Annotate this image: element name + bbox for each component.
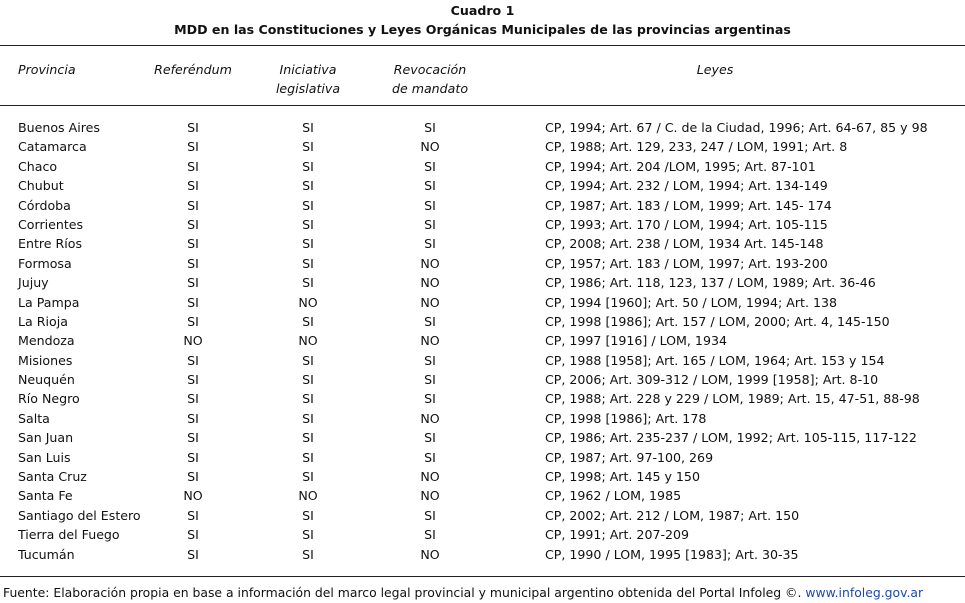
cell-iniciativa: SI: [302, 430, 314, 446]
cell-provincia: Santa Cruz: [18, 469, 87, 485]
cell-iniciativa: SI: [302, 236, 314, 252]
header-referendum: Referéndum: [154, 62, 232, 77]
table-row: [0, 176, 965, 195]
cell-iniciativa: SI: [302, 527, 314, 543]
cell-iniciativa: SI: [302, 255, 314, 271]
cell-iniciativa: SI: [302, 275, 314, 291]
cell-provincia: Entre Ríos: [18, 236, 83, 252]
cell-leyes: CP, 1957; Art. 183 / LOM, 1997; Art. 193-200: [545, 255, 828, 271]
cell-referendum: SI: [187, 120, 199, 135]
table-row: [0, 525, 965, 544]
cell-provincia: Santiago del Estero: [18, 507, 141, 523]
cell-referendum: SI: [187, 197, 199, 213]
cell-revocacion: SI: [424, 216, 436, 232]
cell-provincia: La Pampa: [18, 294, 80, 310]
cell-provincia: Córdoba: [18, 197, 71, 213]
top-rule: [0, 45, 965, 46]
cell-provincia: Tierra del Fuego: [18, 527, 120, 543]
cell-iniciativa: SI: [302, 313, 314, 329]
cell-provincia: La Rioja: [18, 313, 68, 329]
cell-iniciativa: SI: [302, 449, 314, 465]
cell-provincia: Chubut: [18, 178, 64, 194]
table-title: MDD en las Constituciones y Leyes Orgánicas Municipales de las provincias argentinas: [174, 22, 791, 37]
header-provincia: Provincia: [18, 62, 76, 77]
cell-leyes: CP, 1988; Art. 228 y 229 / LOM, 1989; Art. 15, 47-51, 88-98: [545, 391, 920, 407]
cell-iniciativa: SI: [302, 372, 314, 388]
cell-leyes: CP, 1986; Art. 118, 123, 137 / LOM, 1989; Art. 36-46: [545, 275, 876, 291]
table-body: [0, 118, 965, 564]
cell-leyes: CP, 1994; Art. 204 /LOM, 1995; Art. 87-101: [545, 158, 816, 174]
cell-iniciativa: SI: [302, 469, 314, 485]
cell-iniciativa: SI: [302, 197, 314, 213]
table-row: [0, 370, 965, 389]
cell-revocacion: SI: [424, 178, 436, 194]
cell-referendum: SI: [187, 391, 199, 407]
cell-referendum: SI: [187, 275, 199, 291]
cell-revocacion: SI: [424, 430, 436, 446]
table-row: [0, 118, 965, 137]
cell-leyes: CP, 2008; Art. 238 / LOM, 1934 Art. 145-148: [545, 236, 824, 252]
cell-provincia: Jujuy: [18, 275, 49, 291]
table-row: [0, 545, 965, 564]
cell-revocacion: SI: [424, 352, 436, 368]
cell-iniciativa: SI: [302, 120, 314, 135]
cell-leyes: CP, 1994 [1960]; Art. 50 / LOM, 1994; Art. 138: [545, 294, 838, 310]
cell-revocacion: SI: [424, 158, 436, 174]
cell-iniciativa: SI: [302, 410, 314, 426]
header-leyes: Leyes: [696, 62, 734, 77]
cell-revocacion: SI: [424, 236, 436, 252]
table-row: [0, 448, 965, 467]
table-row: [0, 254, 965, 273]
cell-iniciativa: SI: [302, 391, 314, 407]
cell-referendum: SI: [187, 158, 199, 174]
cell-referendum: SI: [187, 313, 199, 329]
cell-leyes: CP, 1998 [1986]; Art. 157 / LOM, 2000; Art. 4, 145-150: [545, 313, 890, 329]
cell-iniciativa: SI: [302, 352, 314, 368]
cell-revocacion: NO: [420, 139, 440, 155]
cell-provincia: Misiones: [18, 352, 73, 368]
cell-revocacion: SI: [424, 507, 436, 523]
cell-iniciativa: SI: [302, 507, 314, 523]
cell-leyes: CP, 1987; Art. 183 / LOM, 1999; Art. 145- 174: [545, 197, 832, 213]
cell-provincia: Corrientes: [18, 216, 84, 232]
cell-revocacion: NO: [420, 469, 440, 485]
cell-referendum: SI: [187, 430, 199, 446]
cell-revocacion: SI: [424, 313, 436, 329]
cell-leyes: CP, 2006; Art. 309-312 / LOM, 1999 [1958]; Art. 8-10: [545, 372, 879, 388]
table-row: [0, 293, 965, 312]
cell-referendum: NO: [183, 488, 203, 504]
cell-leyes: CP, 1986; Art. 235-237 / LOM, 1992; Art. 105-115, 117-122: [545, 430, 917, 446]
header-revocacion-line1: Revocación: [393, 62, 467, 77]
cell-referendum: SI: [187, 216, 199, 232]
table-row: [0, 409, 965, 428]
cell-iniciativa: SI: [302, 178, 314, 194]
cell-iniciativa: NO: [298, 294, 318, 310]
cell-leyes: CP, 1962 / LOM, 1985: [545, 488, 682, 504]
cell-referendum: SI: [187, 546, 199, 562]
header-iniciativa-line2: legislativa: [275, 81, 341, 96]
cell-referendum: SI: [187, 372, 199, 388]
bottom-rule: [0, 576, 965, 577]
cell-revocacion: SI: [424, 449, 436, 465]
header-iniciativa: [258, 60, 358, 98]
cell-referendum: SI: [187, 178, 199, 194]
cell-revocacion: SI: [424, 120, 436, 135]
cell-provincia: Chaco: [18, 158, 58, 174]
cell-iniciativa: NO: [298, 333, 318, 349]
header-rule: [0, 105, 965, 106]
cell-revocacion: NO: [420, 275, 440, 291]
table-row: [0, 351, 965, 370]
cell-referendum: SI: [187, 352, 199, 368]
cell-referendum: SI: [187, 527, 199, 543]
cell-provincia: Tucumán: [18, 546, 75, 562]
cell-referendum: SI: [187, 255, 199, 271]
cell-leyes: CP, 1993; Art. 170 / LOM, 1994; Art. 105-115: [545, 216, 828, 232]
cell-iniciativa: SI: [302, 139, 314, 155]
cell-provincia: Buenos Aires: [18, 120, 100, 135]
cell-referendum: SI: [187, 507, 199, 523]
table-row: [0, 389, 965, 408]
table-row: [0, 486, 965, 505]
cell-revocacion: NO: [420, 546, 440, 562]
cell-leyes: CP, 2002; Art. 212 / LOM, 1987; Art. 150: [545, 507, 800, 523]
cell-referendum: SI: [187, 469, 199, 485]
header-iniciativa-line1: Iniciativa: [279, 62, 337, 77]
table-caption-number: Cuadro 1: [450, 3, 515, 18]
table-row: [0, 215, 965, 234]
cell-provincia: Formosa: [18, 255, 72, 271]
cell-provincia: Santa Fe: [18, 488, 73, 504]
source-note: [3, 585, 923, 600]
cell-iniciativa: SI: [302, 158, 314, 174]
header-revocacion: [380, 60, 480, 98]
cell-leyes: CP, 1987; Art. 97-100, 269: [545, 449, 714, 465]
cell-provincia: Mendoza: [18, 333, 75, 349]
cell-provincia: Río Negro: [18, 391, 80, 407]
cell-revocacion: NO: [420, 410, 440, 426]
cell-iniciativa: NO: [298, 488, 318, 504]
table-row: [0, 428, 965, 447]
table-row: [0, 234, 965, 253]
cell-referendum: NO: [183, 333, 203, 349]
table-row: [0, 157, 965, 176]
table-row: [0, 196, 965, 215]
table-row: [0, 312, 965, 331]
cell-provincia: Neuquén: [18, 372, 75, 388]
table-row: [0, 331, 965, 350]
source-text: Fuente: Elaboración propia en base a información del marco legal provincial y municipal argentino obtenida del Portal Infoleg ©.: [3, 585, 806, 600]
cell-iniciativa: SI: [302, 216, 314, 232]
infoleg-link[interactable]: www.infoleg.gov.ar: [805, 585, 924, 600]
cell-leyes: CP, 1988 [1958]; Art. 165 / LOM, 1964; Art. 153 y 154: [545, 352, 885, 368]
cell-revocacion: NO: [420, 294, 440, 310]
cell-leyes: CP, 1994; Art. 67 / C. de la Ciudad, 1996; Art. 64-67, 85 y 98: [545, 120, 928, 135]
table-row: [0, 137, 965, 156]
cell-provincia: Salta: [18, 410, 50, 426]
cell-leyes: CP, 1991; Art. 207-209: [545, 527, 690, 543]
table-row: [0, 467, 965, 486]
cell-referendum: SI: [187, 294, 199, 310]
table-row: [0, 506, 965, 525]
cell-revocacion: NO: [420, 255, 440, 271]
cell-leyes: CP, 1998; Art. 145 y 150: [545, 469, 700, 485]
cell-referendum: SI: [187, 410, 199, 426]
cell-revocacion: NO: [420, 333, 440, 349]
cell-referendum: SI: [187, 449, 199, 465]
cell-leyes: CP, 1994; Art. 232 / LOM, 1994; Art. 134-149: [545, 178, 828, 194]
cell-provincia: Catamarca: [18, 139, 87, 155]
cell-leyes: CP, 1988; Art. 129, 233, 247 / LOM, 1991; Art. 8: [545, 139, 848, 155]
cell-revocacion: SI: [424, 391, 436, 407]
cell-leyes: CP, 1998 [1986]; Art. 178: [545, 410, 707, 426]
cell-leyes: CP, 1990 / LOM, 1995 [1983]; Art. 30-35: [545, 546, 799, 562]
cell-revocacion: SI: [424, 527, 436, 543]
cell-provincia: San Juan: [18, 430, 74, 446]
cell-revocacion: SI: [424, 372, 436, 388]
cell-iniciativa: SI: [302, 546, 314, 562]
header-revocacion-line2: de mandato: [391, 81, 469, 96]
cell-referendum: SI: [187, 236, 199, 252]
cell-revocacion: NO: [420, 488, 440, 504]
cell-provincia: San Luis: [18, 449, 71, 465]
cell-referendum: SI: [187, 139, 199, 155]
cell-revocacion: SI: [424, 197, 436, 213]
table-row: [0, 273, 965, 292]
cell-leyes: CP, 1997 [1916] / LOM, 1934: [545, 333, 727, 349]
